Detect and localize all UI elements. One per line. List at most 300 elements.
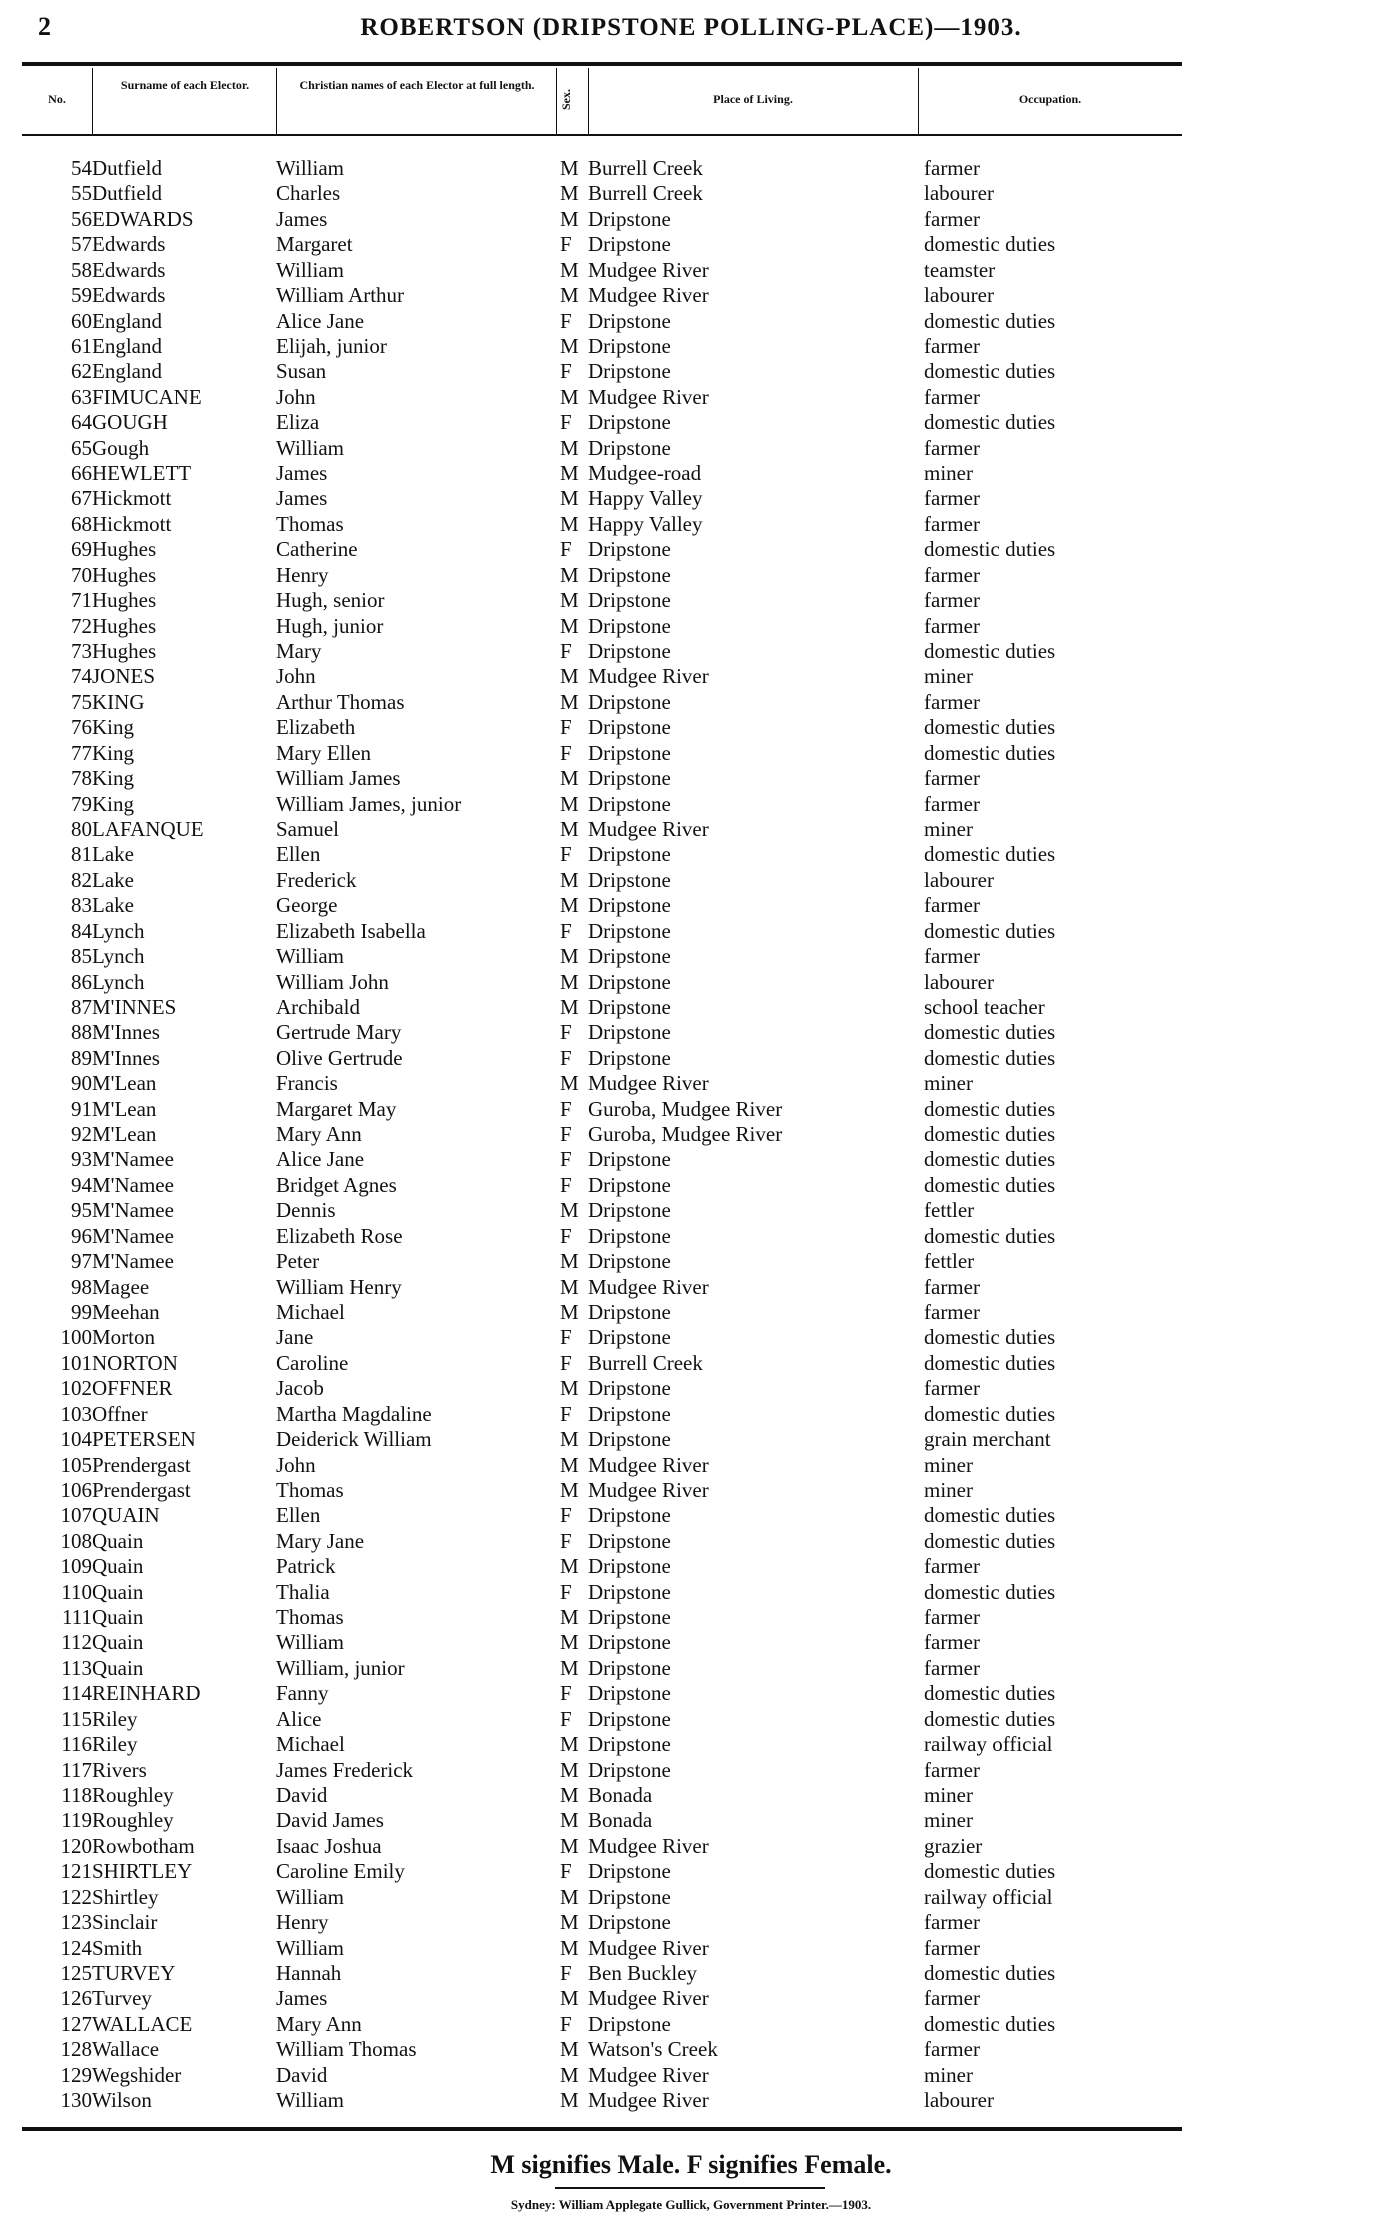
elector-occupation: domestic duties bbox=[924, 359, 1056, 384]
elector-sex: F bbox=[560, 1706, 572, 1731]
elector-christian-names: Eliza bbox=[276, 410, 320, 435]
elector-number: 68 bbox=[71, 511, 92, 536]
elector-place-of-living: Dripstone bbox=[588, 1198, 671, 1223]
table-row bbox=[0, 1783, 1382, 1808]
elector-occupation: farmer bbox=[924, 384, 980, 409]
elector-number: 93 bbox=[71, 1147, 92, 1172]
elector-occupation: domestic duties bbox=[924, 232, 1056, 257]
elector-sex: F bbox=[560, 1096, 572, 1121]
elector-occupation: fettler bbox=[924, 1198, 975, 1223]
elector-occupation: domestic duties bbox=[924, 410, 1056, 435]
elector-christian-names: William bbox=[276, 1630, 344, 1655]
elector-christian-names: Hannah bbox=[276, 1960, 342, 1985]
elector-sex: F bbox=[560, 232, 572, 257]
elector-place-of-living: Dripstone bbox=[588, 1910, 671, 1935]
elector-christian-names: James Frederick bbox=[276, 1757, 414, 1782]
elector-surname: King bbox=[92, 791, 134, 816]
elector-sex: M bbox=[560, 1757, 579, 1782]
elector-christian-names: William bbox=[276, 257, 344, 282]
elector-occupation: farmer bbox=[924, 613, 980, 638]
elector-occupation: school teacher bbox=[924, 994, 1045, 1019]
table-row bbox=[0, 436, 1382, 461]
table-row bbox=[0, 181, 1382, 206]
elector-sex: M bbox=[560, 1808, 579, 1833]
elector-christian-names: Fanny bbox=[276, 1681, 329, 1706]
elector-christian-names: James bbox=[276, 461, 328, 486]
elector-sex: M bbox=[560, 435, 579, 460]
elector-sex: F bbox=[560, 2011, 572, 2036]
elector-place-of-living: Mudgee River bbox=[588, 384, 709, 409]
table-row bbox=[0, 1224, 1382, 1249]
elector-occupation: domestic duties bbox=[924, 1706, 1056, 1731]
elector-surname: OFFNER bbox=[92, 1376, 173, 1401]
elector-number: 115 bbox=[61, 1706, 92, 1731]
table-row bbox=[0, 1249, 1382, 1274]
elector-occupation: farmer bbox=[924, 1986, 980, 2011]
elector-surname: England bbox=[92, 359, 162, 384]
elector-christian-names: Frederick bbox=[276, 867, 357, 892]
table-row bbox=[0, 1402, 1382, 1427]
table-row bbox=[0, 944, 1382, 969]
elector-sex: F bbox=[560, 1325, 572, 1350]
elector-surname: Prendergast bbox=[92, 1477, 191, 1502]
elector-sex: M bbox=[560, 1783, 579, 1807]
elector-place-of-living: Dripstone bbox=[588, 1020, 671, 1045]
table-row bbox=[0, 817, 1382, 842]
elector-number: 101 bbox=[60, 1350, 92, 1375]
elector-sex: F bbox=[560, 410, 572, 435]
elector-occupation: farmer bbox=[924, 333, 980, 358]
table-row bbox=[0, 1859, 1382, 1884]
elector-number: 107 bbox=[60, 1503, 92, 1528]
table-row bbox=[0, 359, 1382, 384]
elector-place-of-living: Mudgee River bbox=[588, 257, 709, 282]
elector-christian-names: Thomas bbox=[276, 1477, 344, 1502]
elector-christian-names: Henry bbox=[276, 562, 329, 587]
elector-surname: WALLACE bbox=[92, 2011, 193, 2036]
elector-number: 77 bbox=[71, 740, 92, 765]
elector-occupation: farmer bbox=[924, 1299, 980, 1324]
elector-number: 114 bbox=[61, 1681, 92, 1706]
table-row bbox=[0, 1758, 1382, 1783]
table-row bbox=[0, 1834, 1382, 1859]
elector-place-of-living: Dripstone bbox=[588, 994, 671, 1019]
elector-christian-names: Ellen bbox=[276, 842, 321, 867]
elector-sex: F bbox=[560, 1045, 572, 1070]
elector-place-of-living: Dripstone bbox=[588, 1223, 671, 1248]
elector-occupation: miner bbox=[924, 1808, 973, 1833]
elector-occupation: domestic duties bbox=[924, 740, 1056, 765]
elector-place-of-living: Mudgee River bbox=[588, 1935, 709, 1960]
elector-sex: F bbox=[560, 1579, 572, 1604]
elector-sex: M bbox=[560, 1477, 579, 1502]
elector-surname: M'Innes bbox=[92, 1045, 160, 1070]
elector-christian-names: Charles bbox=[276, 181, 341, 206]
elector-place-of-living: Dripstone bbox=[588, 308, 671, 333]
elector-number: 85 bbox=[71, 944, 92, 969]
elector-sex: F bbox=[560, 740, 572, 765]
elector-number: 118 bbox=[61, 1783, 92, 1807]
elector-surname: JONES bbox=[92, 664, 156, 689]
elector-sex: F bbox=[560, 1172, 572, 1197]
elector-number: 60 bbox=[71, 308, 92, 333]
elector-surname: England bbox=[92, 308, 162, 333]
elector-place-of-living: Dripstone bbox=[588, 1528, 671, 1553]
elector-place-of-living: Dripstone bbox=[588, 613, 671, 638]
elector-christian-names: Bridget Agnes bbox=[276, 1172, 397, 1197]
elector-surname: M'Namee bbox=[92, 1223, 174, 1248]
elector-occupation: domestic duties bbox=[924, 1223, 1056, 1248]
elector-surname: M'Namee bbox=[92, 1198, 174, 1223]
table-row bbox=[0, 639, 1382, 664]
elector-surname: Hughes bbox=[92, 613, 157, 638]
table-row bbox=[0, 614, 1382, 639]
elector-christian-names: Michael bbox=[276, 1299, 345, 1324]
elector-christian-names: Elijah, junior bbox=[276, 333, 387, 358]
elector-occupation: domestic duties bbox=[924, 1681, 1056, 1706]
elector-surname: Quain bbox=[92, 1579, 144, 1604]
elector-place-of-living: Mudgee River bbox=[588, 2062, 709, 2087]
elector-number: 89 bbox=[71, 1045, 92, 1070]
elector-christian-names: Jane bbox=[276, 1325, 314, 1350]
elector-sex: M bbox=[560, 1935, 579, 1960]
table-row bbox=[0, 842, 1382, 867]
elector-surname: Riley bbox=[92, 1706, 138, 1731]
elector-christian-names: Thalia bbox=[276, 1579, 330, 1604]
elector-sex: F bbox=[560, 842, 572, 867]
elector-place-of-living: Dripstone bbox=[588, 1554, 671, 1579]
elector-list bbox=[0, 156, 1382, 2113]
elector-occupation: domestic duties bbox=[924, 308, 1056, 333]
elector-sex: M bbox=[560, 1655, 579, 1680]
elector-christian-names: Deiderick William bbox=[276, 1427, 432, 1452]
elector-sex: M bbox=[560, 1884, 579, 1909]
elector-place-of-living: Happy Valley bbox=[588, 511, 703, 536]
elector-number: 119 bbox=[61, 1808, 92, 1833]
elector-sex: M bbox=[560, 969, 579, 994]
elector-surname: England bbox=[92, 333, 162, 358]
elector-place-of-living: Dripstone bbox=[588, 639, 671, 664]
elector-occupation: farmer bbox=[924, 206, 980, 231]
elector-sex: M bbox=[560, 1605, 579, 1630]
elector-surname: Edwards bbox=[92, 232, 166, 257]
elector-christian-names: Elizabeth Isabella bbox=[276, 918, 426, 943]
elector-christian-names: Michael bbox=[276, 1732, 345, 1757]
elector-number: 130 bbox=[60, 2088, 92, 2113]
table-row bbox=[0, 1885, 1382, 1910]
elector-christian-names: Susan bbox=[276, 359, 327, 384]
elector-surname: NORTON bbox=[92, 1350, 178, 1375]
elector-surname: Edwards bbox=[92, 257, 166, 282]
elector-occupation: miner bbox=[924, 1071, 973, 1096]
elector-place-of-living: Dripstone bbox=[588, 206, 671, 231]
elector-surname: Rowbotham bbox=[92, 1833, 195, 1858]
elector-sex: M bbox=[560, 944, 579, 969]
elector-sex: F bbox=[560, 1859, 572, 1884]
elector-number: 54 bbox=[71, 156, 92, 180]
elector-christian-names: George bbox=[276, 893, 338, 918]
elector-occupation: grazier bbox=[924, 1833, 983, 1858]
elector-surname: King bbox=[92, 766, 134, 791]
header-sex: Sex. bbox=[559, 89, 573, 110]
table-row bbox=[0, 868, 1382, 893]
elector-surname: Riley bbox=[92, 1732, 138, 1757]
elector-place-of-living: Dripstone bbox=[588, 893, 671, 918]
sex-legend: M signifies Male. F signifies Female. bbox=[490, 2150, 892, 2179]
elector-number: 92 bbox=[71, 1122, 92, 1147]
elector-sex: F bbox=[560, 715, 572, 740]
elector-sex: M bbox=[560, 156, 579, 180]
elector-occupation: domestic duties bbox=[924, 1122, 1056, 1147]
elector-sex: M bbox=[560, 1071, 579, 1096]
elector-place-of-living: Dripstone bbox=[588, 435, 671, 460]
elector-christian-names: William, junior bbox=[276, 1655, 405, 1680]
elector-number: 113 bbox=[61, 1655, 92, 1680]
elector-occupation: farmer bbox=[924, 588, 980, 613]
elector-place-of-living: Guroba, Mudgee River bbox=[588, 1096, 783, 1121]
elector-christian-names: William bbox=[276, 156, 344, 180]
elector-place-of-living: Dripstone bbox=[588, 1427, 671, 1452]
elector-occupation: labourer bbox=[924, 969, 994, 994]
elector-christian-names: William bbox=[276, 435, 344, 460]
elector-christian-names: William Arthur bbox=[276, 283, 405, 308]
elector-number: 87 bbox=[71, 994, 92, 1019]
table-row bbox=[0, 2037, 1382, 2062]
elector-number: 95 bbox=[71, 1198, 92, 1223]
elector-occupation: farmer bbox=[924, 791, 980, 816]
table-row bbox=[0, 1732, 1382, 1757]
table-row bbox=[0, 232, 1382, 257]
elector-surname: King bbox=[92, 715, 134, 740]
elector-number: 109 bbox=[60, 1554, 92, 1579]
elector-occupation: domestic duties bbox=[924, 1528, 1056, 1553]
elector-occupation: farmer bbox=[924, 511, 980, 536]
elector-sex: F bbox=[560, 1020, 572, 1045]
elector-place-of-living: Burrell Creek bbox=[588, 181, 703, 206]
elector-occupation: miner bbox=[924, 461, 973, 486]
elector-christian-names: Hugh, senior bbox=[276, 588, 385, 613]
elector-occupation: domestic duties bbox=[924, 1350, 1056, 1375]
elector-place-of-living: Mudgee-road bbox=[588, 461, 702, 486]
elector-surname: Hughes bbox=[92, 588, 157, 613]
elector-place-of-living: Dripstone bbox=[588, 1045, 671, 1070]
elector-number: 94 bbox=[71, 1172, 92, 1197]
elector-number: 124 bbox=[60, 1935, 92, 1960]
table-row bbox=[0, 2012, 1382, 2037]
table-row bbox=[0, 919, 1382, 944]
elector-sex: M bbox=[560, 2062, 579, 2087]
elector-place-of-living: Dripstone bbox=[588, 867, 671, 892]
elector-occupation: domestic duties bbox=[924, 1020, 1056, 1045]
elector-number: 59 bbox=[71, 283, 92, 308]
table-row bbox=[0, 1071, 1382, 1096]
printer-imprint: Sydney: William Applegate Gullick, Government Printer.—1903. bbox=[510, 2197, 872, 2212]
elector-occupation: farmer bbox=[924, 893, 980, 918]
elector-number: 96 bbox=[71, 1223, 92, 1248]
elector-sex: M bbox=[560, 333, 579, 358]
elector-surname: Wallace bbox=[92, 2037, 160, 2062]
elector-christian-names: Hugh, junior bbox=[276, 613, 384, 638]
elector-sex: M bbox=[560, 893, 579, 918]
elector-number: 65 bbox=[71, 435, 92, 460]
elector-number: 57 bbox=[71, 232, 92, 257]
elector-surname: M'Lean bbox=[92, 1096, 157, 1121]
elector-christian-names: James bbox=[276, 486, 328, 511]
elector-sex: M bbox=[560, 1554, 579, 1579]
elector-sex: M bbox=[560, 588, 579, 613]
elector-surname: Smith bbox=[92, 1935, 143, 1960]
elector-number: 112 bbox=[61, 1630, 92, 1655]
table-bottom-rule bbox=[22, 2127, 1182, 2131]
elector-sex: F bbox=[560, 537, 572, 562]
elector-occupation: farmer bbox=[924, 1630, 980, 1655]
table-row bbox=[0, 970, 1382, 995]
elector-surname: Morton bbox=[92, 1325, 155, 1350]
elector-place-of-living: Dripstone bbox=[588, 1681, 671, 1706]
elector-place-of-living: Mudgee River bbox=[588, 1986, 709, 2011]
elector-occupation: fettler bbox=[924, 1249, 975, 1274]
elector-number: 123 bbox=[60, 1910, 92, 1935]
elector-occupation: farmer bbox=[924, 435, 980, 460]
elector-occupation: farmer bbox=[924, 689, 980, 714]
elector-place-of-living: Dripstone bbox=[588, 1503, 671, 1528]
elector-place-of-living: Dripstone bbox=[588, 359, 671, 384]
elector-number: 61 bbox=[71, 333, 92, 358]
elector-sex: M bbox=[560, 2037, 579, 2062]
elector-surname: Rivers bbox=[92, 1757, 147, 1782]
elector-christian-names: Alice Jane bbox=[276, 308, 365, 333]
elector-place-of-living: Dripstone bbox=[588, 2011, 671, 2036]
table-row bbox=[0, 1529, 1382, 1554]
elector-occupation: farmer bbox=[924, 156, 980, 180]
elector-sex: M bbox=[560, 181, 579, 206]
elector-place-of-living: Dripstone bbox=[588, 1732, 671, 1757]
table-row bbox=[0, 1198, 1382, 1223]
elector-sex: M bbox=[560, 1910, 579, 1935]
elector-christian-names: David bbox=[276, 2062, 328, 2087]
elector-occupation: miner bbox=[924, 1783, 973, 1807]
elector-occupation: domestic duties bbox=[924, 1960, 1056, 1985]
elector-surname: Shirtley bbox=[92, 1884, 159, 1909]
elector-christian-names: Mary Ann bbox=[276, 1122, 362, 1147]
elector-occupation: teamster bbox=[924, 257, 996, 282]
elector-christian-names: Samuel bbox=[276, 816, 339, 841]
elector-number: 90 bbox=[71, 1071, 92, 1096]
elector-surname: FIMUCANE bbox=[92, 384, 202, 409]
elector-christian-names: Margaret May bbox=[276, 1096, 397, 1121]
elector-surname: Lake bbox=[92, 893, 134, 918]
elector-sex: M bbox=[560, 1427, 579, 1452]
table-row bbox=[0, 2063, 1382, 2088]
elector-occupation: railway official bbox=[924, 1884, 1053, 1909]
column-divider bbox=[92, 68, 93, 134]
elector-sex: M bbox=[560, 486, 579, 511]
header-place-of-living: Place of Living. bbox=[713, 92, 793, 106]
elector-number: 67 bbox=[71, 486, 92, 511]
elector-sex: M bbox=[560, 562, 579, 587]
elector-number: 111 bbox=[62, 1605, 92, 1630]
elector-number: 104 bbox=[60, 1427, 92, 1452]
elector-occupation: labourer bbox=[924, 181, 994, 206]
elector-christian-names: Caroline bbox=[276, 1350, 349, 1375]
elector-occupation: domestic duties bbox=[924, 1172, 1056, 1197]
elector-number: 129 bbox=[60, 2062, 92, 2087]
elector-occupation: farmer bbox=[924, 1655, 980, 1680]
elector-number: 102 bbox=[60, 1376, 92, 1401]
elector-place-of-living: Dripstone bbox=[588, 588, 671, 613]
elector-christian-names: William John bbox=[276, 969, 389, 994]
elector-sex: M bbox=[560, 1274, 579, 1299]
elector-christian-names: James bbox=[276, 1986, 328, 2011]
elector-christian-names: Thomas bbox=[276, 511, 344, 536]
elector-sex: F bbox=[560, 1528, 572, 1553]
header-no: No. bbox=[48, 92, 66, 106]
elector-surname: Gough bbox=[92, 435, 150, 460]
elector-number: 79 bbox=[71, 791, 92, 816]
elector-number: 62 bbox=[71, 359, 92, 384]
elector-place-of-living: Dripstone bbox=[588, 1172, 671, 1197]
elector-place-of-living: Dripstone bbox=[588, 1605, 671, 1630]
elector-occupation: farmer bbox=[924, 1554, 980, 1579]
column-divider bbox=[556, 68, 557, 134]
elector-surname: GOUGH bbox=[92, 410, 168, 435]
elector-place-of-living: Dripstone bbox=[588, 944, 671, 969]
elector-christian-names: Archibald bbox=[276, 994, 360, 1019]
elector-occupation: miner bbox=[924, 816, 973, 841]
elector-place-of-living: Mudgee River bbox=[588, 1071, 709, 1096]
elector-number: 99 bbox=[71, 1299, 92, 1324]
elector-number: 55 bbox=[71, 181, 92, 206]
table-row bbox=[0, 283, 1382, 308]
elector-occupation: domestic duties bbox=[924, 1096, 1056, 1121]
elector-place-of-living: Dripstone bbox=[588, 1655, 671, 1680]
elector-surname: Lake bbox=[92, 842, 134, 867]
elector-surname: M'Lean bbox=[92, 1071, 157, 1096]
page-number: 2 bbox=[38, 12, 51, 41]
elector-sex: M bbox=[560, 689, 579, 714]
elector-christian-names: Martha Magdaline bbox=[276, 1401, 432, 1426]
elector-number: 88 bbox=[71, 1020, 92, 1045]
table-row bbox=[0, 156, 1382, 181]
elector-surname: Meehan bbox=[92, 1299, 160, 1324]
elector-occupation: farmer bbox=[924, 562, 980, 587]
table-row bbox=[0, 1046, 1382, 1071]
table-row bbox=[0, 1910, 1382, 1935]
elector-christian-names: William James, junior bbox=[276, 791, 462, 816]
elector-occupation: domestic duties bbox=[924, 1325, 1056, 1350]
elector-number: 83 bbox=[71, 893, 92, 918]
header-christian-names: Christian names of each Elector at full length. bbox=[299, 78, 535, 92]
table-row bbox=[0, 1630, 1382, 1655]
elector-occupation: domestic duties bbox=[924, 918, 1056, 943]
elector-number: 127 bbox=[60, 2011, 92, 2036]
elector-sex: M bbox=[560, 1630, 579, 1655]
table-row bbox=[0, 1554, 1382, 1579]
elector-sex: M bbox=[560, 384, 579, 409]
elector-sex: M bbox=[560, 1299, 579, 1324]
elector-number: 128 bbox=[60, 2037, 92, 2062]
elector-christian-names: James bbox=[276, 206, 328, 231]
elector-sex: M bbox=[560, 1452, 579, 1477]
table-row bbox=[0, 1300, 1382, 1325]
page-title: ROBERTSON (DRIPSTONE POLLING-PLACE)—1903. bbox=[360, 14, 1022, 41]
elector-place-of-living: Happy Valley bbox=[588, 486, 703, 511]
table-row bbox=[0, 1580, 1382, 1605]
elector-number: 82 bbox=[71, 867, 92, 892]
table-row bbox=[0, 486, 1382, 511]
elector-christian-names: William bbox=[276, 1884, 344, 1909]
elector-number: 72 bbox=[71, 613, 92, 638]
